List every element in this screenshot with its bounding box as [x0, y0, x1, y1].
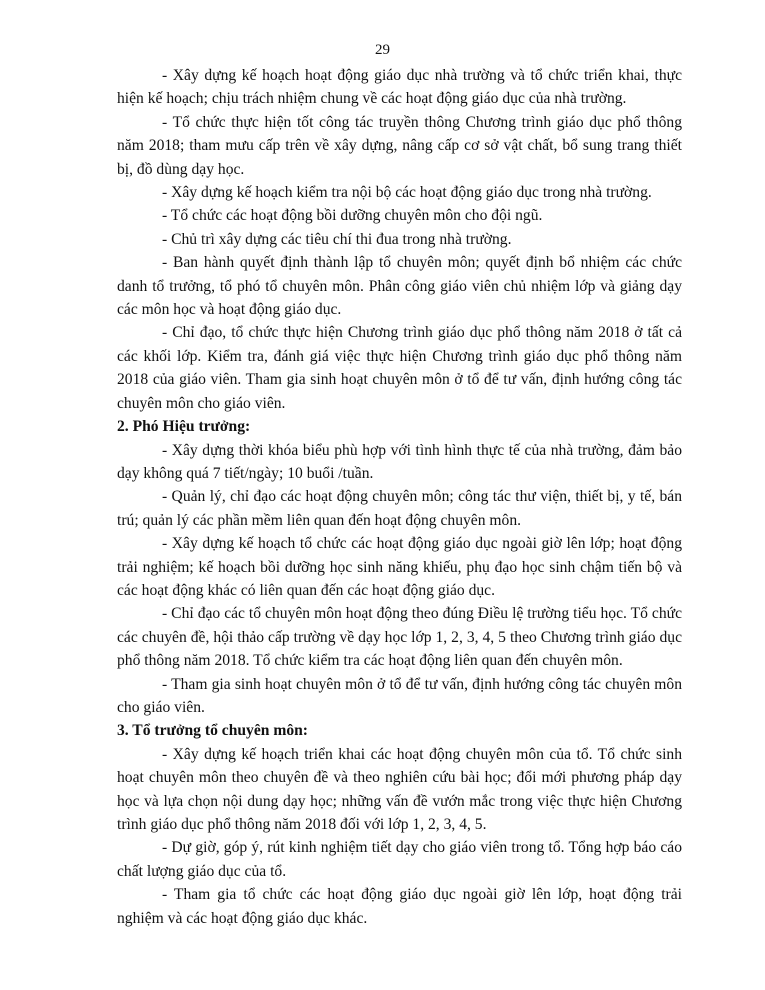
section-heading: 2. Phó Hiệu trưởng:: [117, 418, 251, 436]
paragraph: - Xây dựng kế hoạch triển khai các hoạt động chuyên môn của tổ. Tổ chức sinh hoạt chuyên môn theo chuyên đề và theo nghiên cứu bài học; đổi mới phương pháp dạy học và lựa chọn nội dung dạy học; những vấn đề vướn mắc trong việc thực hiện Chương trình giáo dục phổ thông năm 2018 đối với lớp 1, 2, 3, 4, 5.: [117, 745, 682, 833]
paragraph: - Xây dựng kế hoạch tổ chức các hoạt động giáo dục ngoài giờ lên lớp; hoạt động trải nghiệm; kế hoạch bồi dưỡng học sinh năng khiếu, phụ đạo học sinh chậm tiến bộ và các hoạt động khác có liên quan đến các hoạt động giáo dục.: [117, 535, 682, 599]
paragraph: - Ban hành quyết định thành lập tổ chuyên môn; quyết định bổ nhiệm các chức danh tổ trưởng, tổ phó tổ chuyên môn. Phân công giáo viên chủ nhiệm lớp và giảng dạy các môn học và hoạt động giáo dục.: [117, 254, 682, 319]
paragraph: - Xây dựng kế hoạch hoạt động giáo dục nhà trường và tổ chức triển khai, thực hiện kế hoạch; chịu trách nhiệm chung về các hoạt động giáo dục của nhà trường.: [117, 67, 682, 108]
paragraph: - Chỉ đạo các tổ chuyên môn hoạt động theo đúng Điều lệ trường tiểu học. Tổ chức các chuyên đề, hội thảo cấp trường về dạy học lớp 1, 2, 3, 4, 5 theo Chương trình giáo dục phổ thông năm 2018. Tổ chức kiểm tra các hoạt động liên quan đến chuyên môn.: [117, 605, 682, 670]
paragraph: - Chỉ đạo, tổ chức thực hiện Chương trình giáo dục phổ thông năm 2018 ở tất cả các khối lớp. Kiểm tra, đánh giá việc thực hiện Chương trình giáo dục phổ thông năm 2018 của giáo viên. Tham gia sinh hoạt chuyên môn ở tổ để tư vấn, định hướng công tác chuyên môn cho giáo viên.: [117, 324, 682, 412]
paragraph: - Tổ chức thực hiện tốt công tác truyền thông Chương trình giáo dục phổ thông năm 2018; tham mưu cấp trên về xây dựng, nâng cấp cơ sở vật chất, bổ sung trang thiết bị, đồ dùng dạy học.: [117, 113, 682, 178]
paragraph: - Dự giờ, góp ý, rút kinh nghiệm tiết dạy cho giáo viên trong tổ. Tổng hợp báo cáo chất lượng giáo dục của tổ.: [117, 839, 682, 880]
paragraph: - Quản lý, chỉ đạo các hoạt động chuyên môn; công tác thư viện, thiết bị, y tế, bán trú; quản lý các phần mềm liên quan đến hoạt động chuyên môn.: [117, 488, 682, 529]
paragraph: - Tham gia sinh hoạt chuyên môn ở tổ để tư vấn, định hướng công tác chuyên môn cho giáo viên.: [117, 675, 682, 716]
section-principal-duties: [117, 64, 682, 415]
section-team-leader: [117, 719, 682, 930]
paragraph: - Chủ trì xây dựng các tiêu chí thi đua trong nhà trường.: [162, 230, 512, 248]
paragraph: - Tham gia tổ chức các hoạt động giáo dục ngoài giờ lên lớp, hoạt động trải nghiệm và các hoạt động giáo dục khác.: [117, 886, 682, 927]
paragraph: - Tổ chức các hoạt động bồi dưỡng chuyên môn cho đội ngũ.: [162, 207, 543, 225]
section-heading: 3. Tổ trưởng tổ chuyên môn:: [117, 722, 308, 740]
document-body: [117, 64, 682, 930]
section-vice-principal: [117, 415, 682, 719]
paragraph: - Xây dựng thời khóa biểu phù hợp với tình hình thực tế của nhà trường, đảm bảo dạy không quá 7 tiết/ngày; 10 buổi /tuần.: [117, 441, 682, 482]
paragraph: - Xây dựng kế hoạch kiểm tra nội bộ các hoạt động giáo dục trong nhà trường.: [162, 184, 652, 202]
page-number: 29: [375, 42, 390, 58]
